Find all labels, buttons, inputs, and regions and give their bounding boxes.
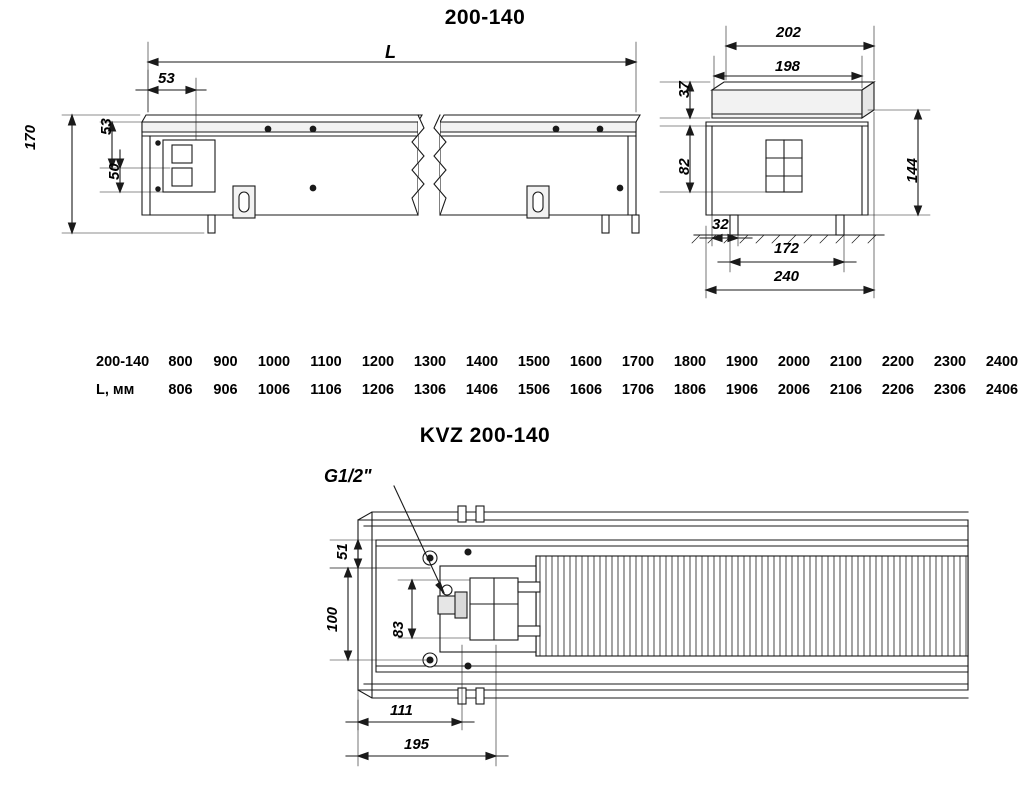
size-cell: 2100 bbox=[829, 354, 863, 370]
size-cell: 1600 bbox=[569, 354, 603, 370]
dim-37: 37 bbox=[676, 81, 693, 98]
dim-53-vertical: 53 bbox=[98, 118, 115, 135]
size-table-row-model bbox=[96, 354, 1028, 370]
dim-thread-g12: G1/2" bbox=[324, 466, 372, 486]
size-cell: 2000 bbox=[777, 354, 811, 370]
size-cell: 1900 bbox=[725, 354, 759, 370]
length-cell: 2206 bbox=[881, 382, 915, 398]
length-cell: 2406 bbox=[985, 382, 1019, 398]
length-cell: 1706 bbox=[621, 382, 655, 398]
length-cell: 1106 bbox=[310, 382, 342, 398]
length-cell: 1506 bbox=[517, 382, 551, 398]
size-cell: 2200 bbox=[881, 354, 915, 370]
length-cell: 2006 bbox=[777, 382, 811, 398]
page-title-middle: KVZ 200-140 bbox=[419, 424, 551, 447]
dim-length-L: L bbox=[385, 42, 396, 62]
size-cell: 1500 bbox=[517, 354, 551, 370]
size-table-header-model: 200-140 bbox=[96, 354, 150, 370]
size-cell: 1300 bbox=[413, 354, 447, 370]
dim-195: 195 bbox=[404, 736, 430, 753]
size-table-header-length: L, мм bbox=[96, 382, 135, 398]
size-cell: 900 bbox=[213, 354, 238, 370]
size-cell: 2300 bbox=[933, 354, 967, 370]
size-cell: 1000 bbox=[257, 354, 291, 370]
size-cell: 1200 bbox=[361, 354, 395, 370]
length-cell: 806 bbox=[168, 382, 193, 398]
dim-202: 202 bbox=[776, 24, 802, 41]
size-table-row-length bbox=[96, 382, 1028, 398]
page-title-top: 200-140 bbox=[444, 6, 526, 29]
dim-172: 172 bbox=[774, 240, 800, 257]
size-cell: 1800 bbox=[673, 354, 707, 370]
dim-111: 111 bbox=[390, 702, 413, 719]
dim-240: 240 bbox=[774, 268, 800, 285]
dim-100: 100 bbox=[324, 606, 341, 632]
length-cell: 1606 bbox=[569, 382, 603, 398]
length-cell: 1906 bbox=[725, 382, 759, 398]
length-cell: 2306 bbox=[933, 382, 967, 398]
dim-82: 82 bbox=[676, 158, 693, 175]
dim-53-top: 53 bbox=[158, 70, 175, 87]
dim-32: 32 bbox=[712, 216, 729, 233]
dim-144: 144 bbox=[904, 157, 921, 183]
dim-198: 198 bbox=[775, 58, 801, 75]
size-cell: 1700 bbox=[621, 354, 655, 370]
length-cell: 1306 bbox=[413, 382, 447, 398]
dim-170: 170 bbox=[22, 124, 39, 150]
dim-50-vertical: 50 bbox=[106, 163, 123, 180]
size-cell: 2400 bbox=[985, 354, 1019, 370]
size-cell: 1400 bbox=[465, 354, 499, 370]
length-cell: 1406 bbox=[465, 382, 499, 398]
length-cell: 1206 bbox=[361, 382, 395, 398]
size-cell: 800 bbox=[168, 354, 193, 370]
length-cell: 1806 bbox=[673, 382, 707, 398]
length-cell: 906 bbox=[213, 382, 238, 398]
dim-51: 51 bbox=[334, 543, 351, 560]
length-cell: 1006 bbox=[257, 382, 291, 398]
dim-83: 83 bbox=[390, 621, 407, 638]
size-cell: 1100 bbox=[310, 354, 342, 370]
length-cell: 2106 bbox=[829, 382, 863, 398]
